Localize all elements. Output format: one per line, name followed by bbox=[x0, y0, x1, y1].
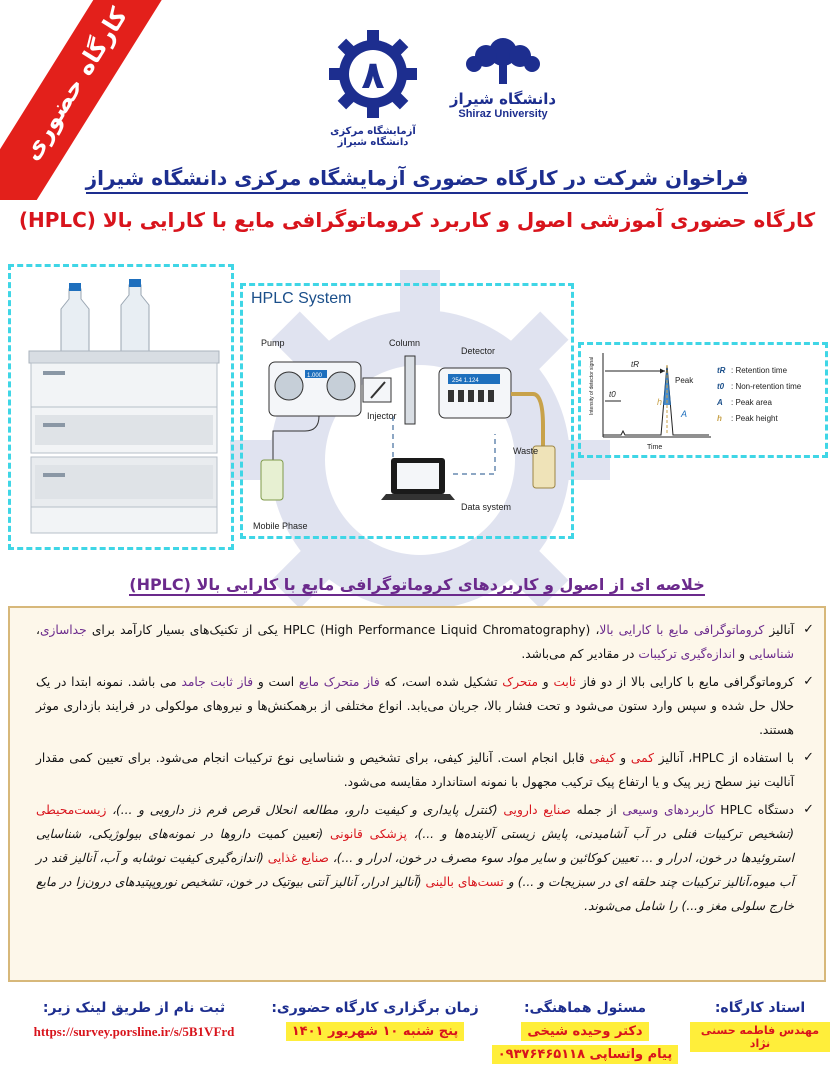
chromatogram-box bbox=[578, 342, 828, 458]
date-value: پنج شنبه ۱۰ شهریور ۱۴۰۱ bbox=[286, 1022, 465, 1041]
summary-item-applications bbox=[36, 798, 814, 918]
tree-logo-icon bbox=[448, 30, 558, 86]
chrom-a-label: A bbox=[681, 409, 688, 419]
label-mobile-phase: Mobile Phase bbox=[253, 521, 308, 531]
ribbon-label: کارگاه حضوری bbox=[0, 0, 170, 200]
p3-a: با استفاده از HPLC، آنالیز bbox=[653, 751, 794, 765]
p2-d: متحرک bbox=[502, 675, 539, 689]
p1-i: در مقادیر کم می‌باشد. bbox=[521, 647, 639, 661]
summary-item-analysis bbox=[36, 746, 814, 794]
p4-e: (کنترل پایداری و کیفیت دارو، مطالعه انحلال قرص فرم ذز دارویی و ...)، bbox=[106, 803, 504, 817]
p1-d: جداسازی bbox=[39, 623, 87, 637]
logo-numeral: ۸ bbox=[361, 53, 385, 97]
label-data-system: Data system bbox=[461, 502, 512, 512]
footer-registration bbox=[6, 1000, 262, 1040]
legend-sym-a: A bbox=[717, 398, 723, 407]
p4-m: (آنالیز ادرار، آنالیز آنتی بیوتیک در خون، تشخیص نوروپپتیدهای درون‌زا در مایع خارج سلولی مغز و...) را شامل می‌شوند. bbox=[36, 875, 794, 913]
coordinator-heading: مسئول هماهنگی: bbox=[523, 1000, 647, 1016]
chrom-ylabel: Intensity of detector signal bbox=[589, 356, 595, 415]
p4-c: از جمله bbox=[570, 803, 623, 817]
pump-display: 1.000 bbox=[307, 373, 323, 379]
registration-heading: ثبت نام از طریق لینک زیر: bbox=[42, 1000, 226, 1016]
p2-g: است و bbox=[253, 675, 299, 689]
p2-e: تشکیل شده است، که bbox=[379, 675, 503, 689]
p3-b: کمی bbox=[630, 751, 654, 765]
p1-g: و bbox=[735, 647, 749, 661]
footer-date bbox=[270, 1000, 480, 1041]
chrom-peak-label: Peak bbox=[675, 376, 694, 385]
p4-d: صنایع دارویی bbox=[503, 803, 571, 817]
p4-j: صنایع غذایی bbox=[267, 851, 329, 865]
announcement-title-text: فراخوان شرکت در کارگاه حضوری آزمایشگاه مرکزی دانشگاه شیراز bbox=[86, 166, 749, 194]
summary-title bbox=[0, 575, 834, 594]
p1-f: شناسایی bbox=[748, 647, 794, 661]
p4-b: کاربردهای وسیعی bbox=[622, 803, 715, 817]
instrument-photo-box bbox=[8, 264, 234, 550]
p4-k: (اندازه‌گیری کیفیت نوشابه و آب، آنالیز قند در آب میوه،آنالیز ترکیبات چند حلقه ای در سبزیجات و ...) و bbox=[36, 851, 795, 889]
shiraz-logo-english: Shiraz University bbox=[458, 108, 548, 120]
instructor-heading: استاد کارگاه: bbox=[714, 1000, 806, 1016]
coordinator-name: دکتر وحیده شیخی bbox=[521, 1022, 648, 1041]
p2-f: فاز متحرک مایع bbox=[298, 675, 380, 689]
legend-sym-tr: tR bbox=[717, 366, 726, 375]
p1-c: ، HPLC (High Performance Liquid Chromatography) یکی از تکنیک‌های بسیار کارآمد برای bbox=[86, 623, 600, 637]
shiraz-logo-persian: دانشگاه شیراز bbox=[449, 90, 557, 108]
legend-text-t0: : Non-retention time bbox=[731, 382, 802, 391]
shiraz-university-logo bbox=[448, 30, 558, 142]
workshop-title: کارگاه حضوری آموزشی اصول و کاربرد کروماتوگرافی مایع با کارایی بالا (HPLC) bbox=[18, 208, 816, 232]
footer-instructor bbox=[690, 1000, 830, 1052]
instructor-name: مهندس فاطمه حسنی نژاد bbox=[690, 1022, 830, 1052]
label-pump: Pump bbox=[261, 338, 285, 348]
legend-sym-t0: t0 bbox=[717, 382, 725, 391]
summary-list bbox=[10, 608, 824, 918]
legend-text-tr: : Retention time bbox=[731, 366, 788, 375]
summary-item-phases bbox=[36, 670, 814, 742]
gear-logo-icon bbox=[318, 28, 428, 120]
p1-a: آنالیز bbox=[764, 623, 795, 637]
p3-c: و bbox=[615, 751, 631, 765]
central-lab-caption: آزمایشگاه مرکزی دانشگاه شیراز bbox=[330, 126, 416, 148]
date-heading: زمان برگزاری کارگاه حضوری: bbox=[271, 1000, 479, 1016]
chromatogram-graphic bbox=[581, 345, 825, 455]
registration-link[interactable]: https://survey.porsline.ir/s/5B1VFrd bbox=[33, 1024, 235, 1039]
p1-h: اندازه‌گیری ترکیبات bbox=[638, 647, 736, 661]
p4-h: پزشکی قانونی bbox=[330, 827, 407, 841]
summary-panel bbox=[8, 606, 826, 982]
hplc-instrument-image bbox=[11, 267, 231, 547]
p1-b: کروماتوگرافی مایع با کارایی بالا bbox=[599, 623, 765, 637]
chrom-xlabel: Time bbox=[647, 444, 663, 451]
diagram-graphic bbox=[243, 286, 571, 536]
p2-b: ثابت bbox=[553, 675, 576, 689]
p4-l: تست‌های بالینی bbox=[425, 875, 504, 889]
p4-f: زیست‌محیطی bbox=[36, 803, 107, 817]
p3-e: قابل انجام است. آنالیز کیفی، برای تشخیص و شناسایی نوع ترکیبات انجام می‌شود. برای تعیین کمی مقدار آنالیت نیز سطح زیر پیک و یا ارتفاع پیک ترکیب مجهول با نمونه استاندارد مقایسه می‌شود. bbox=[36, 751, 794, 789]
diagram-title: HPLC System bbox=[251, 290, 352, 307]
hplc-system-diagram bbox=[240, 283, 574, 539]
p2-c: و bbox=[538, 675, 554, 689]
p2-a: کروماتوگرافی مایع با کارایی بالا از دو فاز bbox=[575, 675, 795, 689]
chrom-tr-label: tR bbox=[631, 360, 639, 369]
summary-item-definition bbox=[36, 618, 814, 666]
announcement-title bbox=[0, 166, 834, 190]
p4-g: (تشخیص ترکیبات فنلی در آب آشامیدنی، پایش زیستی آلاینده‌ها و ...)، bbox=[406, 827, 795, 841]
chrom-h-label: h bbox=[657, 397, 663, 407]
legend-sym-h: h bbox=[717, 414, 722, 423]
legend-text-h: : Peak height bbox=[731, 414, 778, 423]
label-injector: Injector bbox=[367, 411, 397, 421]
chrom-t0-label: t0 bbox=[609, 390, 616, 399]
p1-e: ، bbox=[36, 623, 40, 637]
label-waste: Waste bbox=[513, 446, 539, 456]
p3-d: کیفی bbox=[589, 751, 616, 765]
p2-h: فاز ثابت جامد bbox=[181, 675, 254, 689]
label-detector: Detector bbox=[461, 346, 496, 356]
label-column: Column bbox=[389, 338, 421, 348]
coordinator-phone[interactable]: پیام واتساپی ۰۹۳۷۶۴۶۵۱۱۸ bbox=[492, 1045, 679, 1064]
legend-text-a: : Peak area bbox=[731, 398, 772, 407]
p2-i: می باشد. نمونه ابتدا در یک حلال حل شده و سپس وارد ستون می‌شود و تحت فشار بالا، جریان می‌یابد. انواع مختلفی از برهمکنش‌ها و نیروهای مولکولی در فرایند بازداری موثر هستند. bbox=[36, 675, 794, 737]
summary-title-text: خلاصه ای از اصول و کاربردهای کروماتوگرافی مایع با کارایی بالا (HPLC) bbox=[129, 575, 705, 594]
central-lab-logo bbox=[318, 28, 428, 148]
p4-a: دستگاه HPLC bbox=[714, 803, 794, 817]
detector-display: 254 1.124 bbox=[452, 378, 479, 384]
footer-coordinator bbox=[490, 1000, 680, 1064]
p4-i: (تعیین کمیت داروها در نمونه‌های بیولوژیکی، شناسایی استروئیدها در خون، ادرار و ... تعیین کوکائین و سایر مواد سوء مصرف در خون، ادرار و ...)، bbox=[36, 827, 794, 865]
